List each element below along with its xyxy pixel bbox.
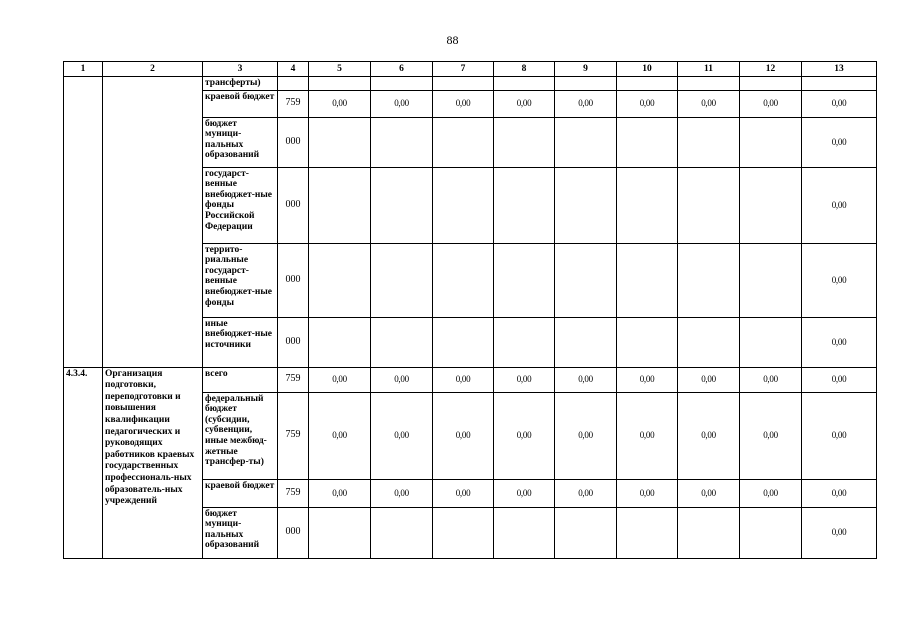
amount-cell: 0,00 bbox=[309, 367, 371, 392]
amount-cell: 0,00 bbox=[617, 479, 678, 507]
amount-cell bbox=[555, 243, 617, 317]
amount-cell: 0,00 bbox=[740, 90, 802, 117]
amount-cell bbox=[433, 243, 494, 317]
item-number-cell bbox=[64, 77, 103, 368]
column-header: 7 bbox=[433, 62, 494, 77]
table-row bbox=[64, 367, 877, 392]
amount-cell bbox=[617, 117, 678, 167]
table-row bbox=[64, 77, 877, 91]
amount-cell bbox=[678, 167, 740, 243]
amount-cell: 0,00 bbox=[802, 507, 877, 558]
budget-code: 759 bbox=[278, 367, 309, 392]
column-header: 8 bbox=[494, 62, 555, 77]
amount-cell bbox=[494, 77, 555, 91]
header-row bbox=[64, 62, 877, 77]
amount-cell: 0,00 bbox=[802, 243, 877, 317]
column-header: 13 bbox=[802, 62, 877, 77]
amount-cell bbox=[617, 167, 678, 243]
amount-cell: 0,00 bbox=[802, 367, 877, 392]
amount-cell bbox=[309, 507, 371, 558]
column-header: 6 bbox=[371, 62, 433, 77]
funding-source: государст-венные внебюджет-ные фонды Российской Федерации bbox=[203, 167, 278, 243]
amount-cell: 0,00 bbox=[678, 392, 740, 479]
column-header: 9 bbox=[555, 62, 617, 77]
amount-cell bbox=[678, 243, 740, 317]
amount-cell: 0,00 bbox=[433, 367, 494, 392]
funding-source: террито-риальные государст-венные внебюджет-ные фонды bbox=[203, 243, 278, 317]
funding-source: краевой бюджет bbox=[203, 479, 278, 507]
amount-cell: 0,00 bbox=[555, 90, 617, 117]
amount-cell bbox=[371, 77, 433, 91]
amount-cell bbox=[740, 77, 802, 91]
amount-cell bbox=[309, 167, 371, 243]
amount-cell bbox=[802, 77, 877, 91]
amount-cell bbox=[740, 117, 802, 167]
amount-cell bbox=[433, 507, 494, 558]
amount-cell bbox=[740, 317, 802, 367]
amount-cell bbox=[309, 243, 371, 317]
amount-cell: 0,00 bbox=[555, 479, 617, 507]
amount-cell bbox=[555, 317, 617, 367]
amount-cell bbox=[433, 167, 494, 243]
amount-cell bbox=[678, 317, 740, 367]
column-header: 12 bbox=[740, 62, 802, 77]
amount-cell: 0,00 bbox=[371, 367, 433, 392]
column-header: 5 bbox=[309, 62, 371, 77]
amount-cell bbox=[433, 317, 494, 367]
funding-source: федеральный бюджет (субсидии, субвенции, иные межбюд-жетные трансфер-ты) bbox=[203, 392, 278, 479]
amount-cell bbox=[740, 167, 802, 243]
amount-cell bbox=[617, 77, 678, 91]
funding-source: краевой бюджет bbox=[203, 90, 278, 117]
amount-cell: 0,00 bbox=[802, 392, 877, 479]
amount-cell: 0,00 bbox=[494, 367, 555, 392]
amount-cell: 0,00 bbox=[309, 392, 371, 479]
amount-cell: 0,00 bbox=[802, 117, 877, 167]
amount-cell bbox=[371, 317, 433, 367]
budget-code: 759 bbox=[278, 392, 309, 479]
amount-cell bbox=[433, 117, 494, 167]
amount-cell bbox=[617, 317, 678, 367]
budget-code: 000 bbox=[278, 167, 309, 243]
amount-cell: 0,00 bbox=[678, 367, 740, 392]
item-name: Организация подготовки, переподготовки и повышения квалификации педагогических и руководящих работников краевых государственных профессиональ-ных образователь-ных учреждений bbox=[103, 367, 203, 558]
budget-code: 000 bbox=[278, 507, 309, 558]
funding-source: бюджет муници-пальных образований bbox=[203, 117, 278, 167]
amount-cell: 0,00 bbox=[494, 90, 555, 117]
budget-table bbox=[63, 61, 877, 559]
amount-cell: 0,00 bbox=[740, 367, 802, 392]
amount-cell: 0,00 bbox=[371, 479, 433, 507]
amount-cell: 0,00 bbox=[678, 90, 740, 117]
amount-cell: 0,00 bbox=[617, 392, 678, 479]
amount-cell: 0,00 bbox=[371, 90, 433, 117]
amount-cell: 0,00 bbox=[617, 367, 678, 392]
amount-cell bbox=[494, 117, 555, 167]
amount-cell: 0,00 bbox=[802, 167, 877, 243]
page-number: 88 bbox=[446, 33, 459, 47]
amount-cell: 0,00 bbox=[740, 392, 802, 479]
amount-cell bbox=[309, 317, 371, 367]
budget-code bbox=[278, 77, 309, 91]
amount-cell bbox=[678, 117, 740, 167]
item-number: 4.3.4. bbox=[64, 367, 103, 558]
amount-cell: 0,00 bbox=[494, 479, 555, 507]
amount-cell: 0,00 bbox=[433, 392, 494, 479]
amount-cell bbox=[494, 507, 555, 558]
amount-cell: 0,00 bbox=[309, 90, 371, 117]
column-header: 1 bbox=[64, 62, 103, 77]
amount-cell: 0,00 bbox=[802, 90, 877, 117]
amount-cell: 0,00 bbox=[802, 317, 877, 367]
amount-cell bbox=[433, 77, 494, 91]
amount-cell bbox=[494, 243, 555, 317]
column-header: 11 bbox=[678, 62, 740, 77]
amount-cell: 0,00 bbox=[433, 479, 494, 507]
amount-cell: 0,00 bbox=[433, 90, 494, 117]
amount-cell bbox=[555, 167, 617, 243]
amount-cell: 0,00 bbox=[371, 392, 433, 479]
amount-cell bbox=[494, 167, 555, 243]
amount-cell: 0,00 bbox=[802, 479, 877, 507]
amount-cell bbox=[371, 243, 433, 317]
amount-cell: 0,00 bbox=[617, 90, 678, 117]
amount-cell bbox=[494, 317, 555, 367]
amount-cell bbox=[555, 507, 617, 558]
item-name-cell bbox=[103, 77, 203, 368]
amount-cell bbox=[309, 117, 371, 167]
amount-cell bbox=[371, 117, 433, 167]
column-header: 4 bbox=[278, 62, 309, 77]
amount-cell: 0,00 bbox=[309, 479, 371, 507]
amount-cell bbox=[678, 507, 740, 558]
budget-code: 000 bbox=[278, 243, 309, 317]
amount-cell bbox=[555, 77, 617, 91]
column-header: 2 bbox=[103, 62, 203, 77]
amount-cell: 0,00 bbox=[494, 392, 555, 479]
amount-cell bbox=[371, 167, 433, 243]
funding-source: бюджет муници-пальных образований bbox=[203, 507, 278, 558]
amount-cell bbox=[555, 117, 617, 167]
amount-cell bbox=[309, 77, 371, 91]
budget-code: 759 bbox=[278, 479, 309, 507]
budget-code: 759 bbox=[278, 90, 309, 117]
amount-cell bbox=[371, 507, 433, 558]
budget-code: 000 bbox=[278, 117, 309, 167]
amount-cell bbox=[617, 243, 678, 317]
amount-cell bbox=[617, 507, 678, 558]
column-header: 3 bbox=[203, 62, 278, 77]
amount-cell bbox=[740, 507, 802, 558]
amount-cell bbox=[678, 77, 740, 91]
amount-cell: 0,00 bbox=[555, 367, 617, 392]
funding-source: всего bbox=[203, 367, 278, 392]
amount-cell: 0,00 bbox=[555, 392, 617, 479]
budget-code: 000 bbox=[278, 317, 309, 367]
amount-cell bbox=[740, 243, 802, 317]
column-header: 10 bbox=[617, 62, 678, 77]
funding-source: трансферты) bbox=[203, 77, 278, 91]
amount-cell: 0,00 bbox=[678, 479, 740, 507]
funding-source: иные внебюджет-ные источники bbox=[203, 317, 278, 367]
table-body bbox=[64, 77, 877, 559]
amount-cell: 0,00 bbox=[740, 479, 802, 507]
